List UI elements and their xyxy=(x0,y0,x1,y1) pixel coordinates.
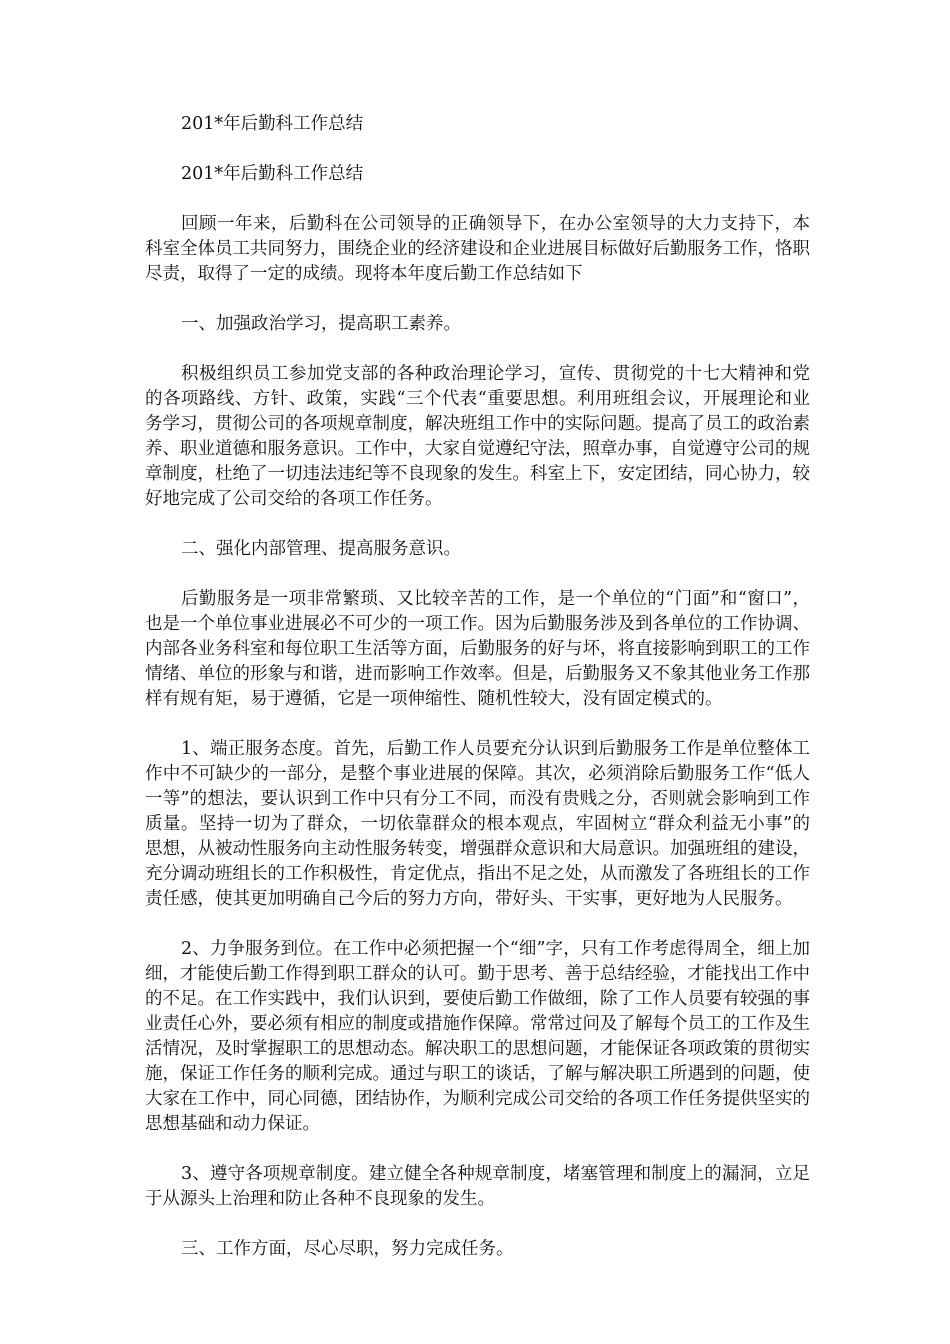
item-1-paragraph: 1、端正服务态度。首先，后勤工作人员要充分认识到后勤服务工作是单位整体工作中不可缺少的一部分，是整个事业进展的保障。其次，必须消除后勤服务工作“低人一等”的想法，要认识到工作中只有分工不同，而没有贵贱之分，否则就会影响到工作质量。坚持一切为了群众，一切依靠群众的根本观点，牢固树立“群众利益无小事”的思想，从被动性服务向主动性服务转变，增强群众意识和大局意识。加强班组的建设，充分调动班组长的工作积极性，肯定优点，指出不足之处，从而激发了各班组长的工作责任感，使其更加明确自己今后的努力方向，带好头、干实事，更好地为人民服务。 xyxy=(145,739,810,909)
item-2-paragraph: 2、力争服务到位。在工作中必须把握一个“细”字，只有工作考虑得周全，细上加细，才能使后勤工作得到职工群众的认可。勤于思考、善于总结经验，才能找出工作中的不足。在工作实践中，我们认识到，要使后勤工作做细，除了工作人员要有较强的事业责任心外，要必须有相应的制度或措施作保障。常常过问及了解每个员工的工作及生活情况，及时掌握职工的思想动态。解决职工的思想问题，才能保证各项政策的贯彻实施，保证工作任务的顺利完成。通过与职工的谈话，了解与解决职工所遇到的问题，使大家在工作中，同心同德，团结协作，为顺利完成公司交给的各项工作任务提供坚实的思想基础和动力保证。 xyxy=(145,939,810,1134)
section-heading-3: 三、工作方面，尽心尽职，努力完成任务。 xyxy=(181,1239,514,1259)
section-1-paragraph: 积极组织员工参加党支部的各种政治理论学习，宣传、贯彻党的十七大精神和党的各项路线、方针、政策，实践“三个代表“重要思想。利用班组会议，开展理论和业务学习，贯彻公司的各项规章制度，解决班组工作中的实际问题。提高了员工的政治素养、职业道德和服务意识。工作中，大家自觉遵纪守法，照章办事，自觉遵守公司的规章制度，杜绝了一切违法违纪等不良现象的发生。科室上下，安定团结，同心协力，较好地完成了公司交给的各项工作任务。 xyxy=(145,364,810,509)
section-heading-2: 二、强化内部管理、提高服务意识。 xyxy=(181,539,461,559)
document-title: 201*年后勤科工作总结 xyxy=(181,114,364,134)
document-page xyxy=(145,112,810,1287)
intro-paragraph: 回顾一年来，后勤科在公司领导的正确领导下，在办公室领导的大力支持下，本科室全体员工共同努力，围绕企业的经济建设和企业进展目标做好后勤服务工作，恪职尽责，取得了一定的成绩。现将本年度后勤工作总结如下 xyxy=(145,214,810,284)
item-3-paragraph: 3、遵守各项规章制度。建立健全各种规章制度，堵塞管理和制度上的漏洞，立足于从源头上治理和防止各种不良现象的发生。 xyxy=(145,1164,810,1209)
section-2-paragraph: 后勤服务是一项非常繁琐、又比较辛苦的工作，是一个单位的“门面”和“窗口”，也是一个单位事业进展必不可少的一项工作。因为后勤服务涉及到各单位的工作协调、内部各业务科室和每位职工生活等方面，后勤服务的好与坏，将直接影响到职工的工作情绪、单位的形象与和谐，进而影响工作效率。但是，后勤服务又不象其他业务工作那样有规有矩，易于遵循，它是一项伸缩性、随机性较大，没有固定模式的。 xyxy=(145,589,810,709)
document-subtitle: 201*年后勤科工作总结 xyxy=(181,164,364,184)
section-heading-1: 一、加强政治学习，提高职工素养。 xyxy=(181,314,461,334)
